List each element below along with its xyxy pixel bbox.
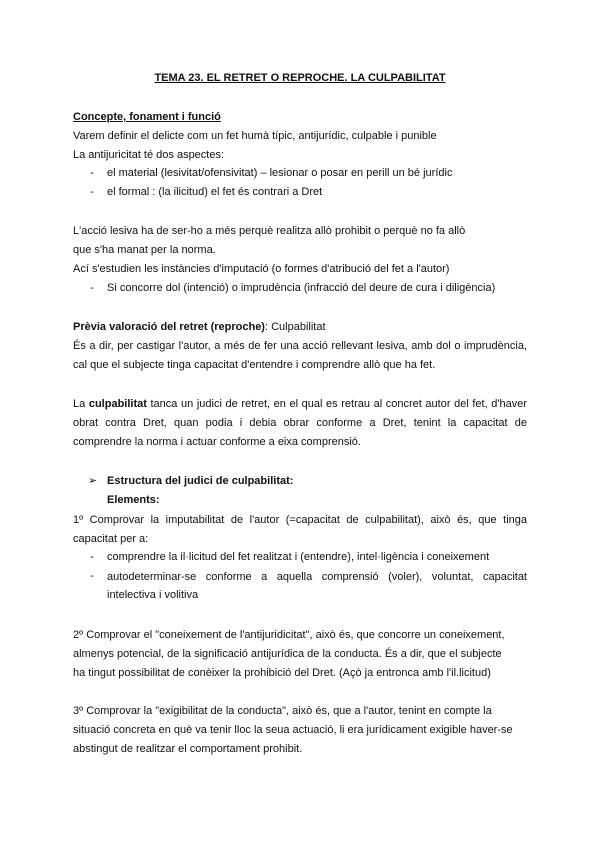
text-line: 2º Comprovar el "coneixement de l'antijuridicitat", això és, que concorre un coneixement, (73, 629, 505, 641)
text-line: És a dir, per castigar l'autor, a més de fer una acció rellevant lesiva, amb dol o imprudència, (73, 340, 527, 352)
text-line: 3º Comprovar la "exigibilitat de la conducta", això és, que a l'autor, tenint en compte la (73, 705, 492, 717)
list-item: el material (lesivitat/ofensivitat) – lesionar o posar en perill un bé jurídic (107, 167, 453, 179)
bullet-dash: - (90, 282, 94, 294)
text-line: ha tingut possibilitat de conèixer la prohibició del Dret. (Açò ja entronca amb l'il.licitud) (73, 667, 491, 679)
text-line: 1º Comprovar la imputabilitat de l'autor (=capacitat de culpabilitat), això és, que tinga (73, 514, 527, 526)
elements-subheading: Elements: (107, 494, 160, 506)
document-title: TEMA 23. EL RETRET O REPROCHE. LA CULPABILITAT (154, 72, 446, 84)
list-item: comprendre la il·licitud del fet realitzat i (entendre), intel·ligència i coneixement (107, 551, 490, 563)
list-item: el formal : (la ilicitud) el fet és contrari a Dret (107, 186, 323, 198)
section-heading-concepte: Concepte, fonament i funció (73, 111, 221, 123)
text-fragment: La (73, 398, 89, 410)
arrow-bullet-icon: ➢ (88, 475, 98, 487)
section-heading-previa (73, 320, 326, 334)
heading-rest-part: : Culpabilitat (264, 321, 326, 333)
list-item: autodeterminar-se conforme a aquella comprensió (voler), voluntat, capacitat (107, 571, 527, 583)
text-line: que s'ha manat per la norma. (73, 244, 216, 256)
text-line: capacitat per a: (73, 533, 149, 545)
bullet-dash: - (90, 186, 94, 198)
text-line: abstingut de realitzar el comportament prohibit. (73, 743, 303, 755)
text-line: comprendre la norma i actuar conforme a eixa comprensió. (73, 436, 361, 448)
term-culpabilitat: culpabilitat (88, 398, 147, 410)
text-line: L'acció lesiva ha de ser-ho a més perquè realitza allò prohibit o perquè no fa allò (73, 225, 466, 237)
list-item: Si concorre dol (intenció) o imprudència (infracció del deure de cura i diligència) (107, 282, 496, 294)
structure-heading: Estructura del judici de culpabilitat: (107, 475, 294, 487)
text-line (73, 397, 527, 411)
text-line: almenys potencial, de la significació antijurídica de la conducta. És a dir, que el subjecte (73, 648, 502, 660)
heading-bold-part: Prèvia valoració del retret (reproche) (73, 321, 265, 333)
text-line: cal que el subjecte tinga capacitat d'entendre i comprendre allò que ha fet. (73, 359, 436, 371)
text-line: Varem definir el delicte com un fet humà típic, antijurídic, culpable i punible (73, 130, 437, 142)
bullet-dash: - (90, 570, 94, 582)
text-fragment: tanca un judici de retret, en el qual es retrau al concret autor del fet, d'haver (146, 398, 527, 410)
text-line: Ací s'estudien les instàncies d'imputació (o formes d'atribució del fet a l'autor) (73, 263, 450, 275)
bullet-dash: - (90, 167, 94, 179)
text-line: La antijuricitat té dos aspectes: (73, 149, 225, 161)
text-line: situació concreta en què va tenir lloc la seua actuació, li era jurídicament exigible haver-se (73, 724, 513, 736)
text-line: obrat contra Dret, quan podia i debia obrar conforme a Dret, tenint la capacitat de (73, 417, 527, 429)
list-item-continuation: intelectiva i volitiva (107, 589, 199, 601)
bullet-dash: - (90, 551, 94, 563)
